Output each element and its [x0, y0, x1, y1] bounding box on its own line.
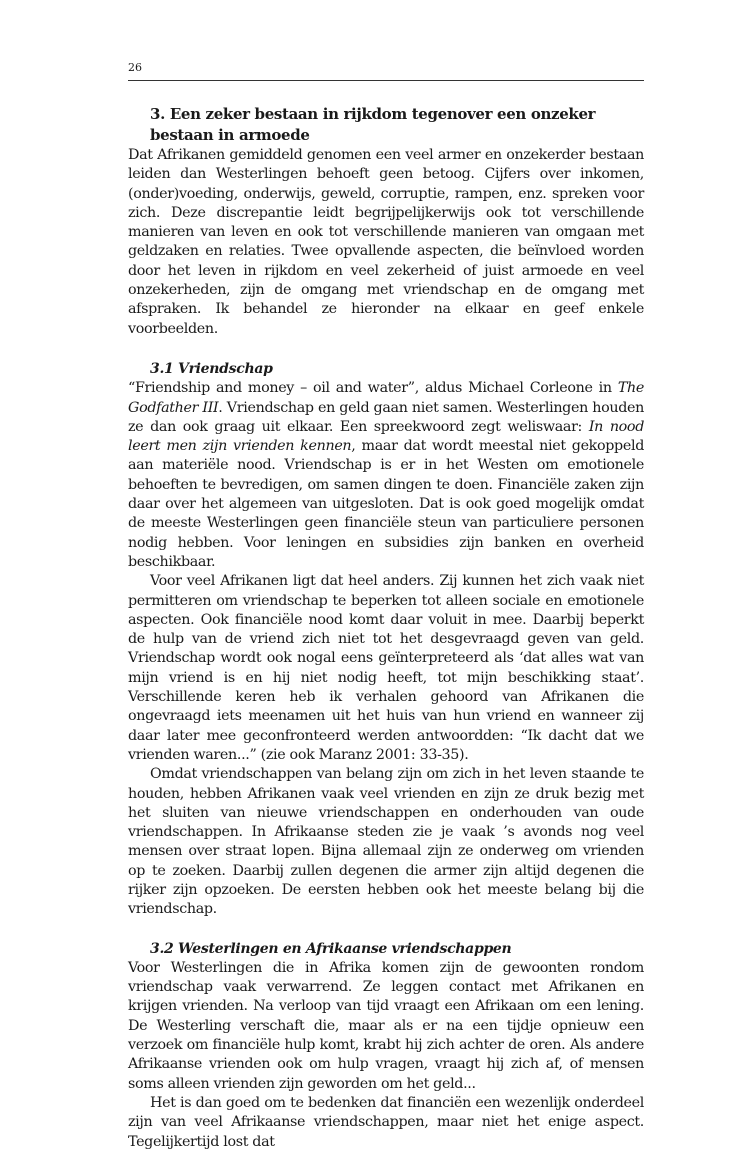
paragraph-text: , maar dat wordt meestal niet gekoppeld aan materiële nood. Vriendschap is er in het Westen om emotionele behoeften te bevredigen, om samen dingen te doen. Financiële zaken zijn daar over het algemeen van uitgesloten. Dat is ook goed mogelijk omdat de meeste Westerlingen geen financiële steun van particuliere personen nodig hebben. Voor leningen en subsidies zijn banken en overheid beschikbaar. [128, 438, 644, 570]
section-3-1-paragraph-2: Voor veel Afrikanen ligt dat heel anders. Zij kunnen het zich vaak niet permitteren om vriendschap te beperken tot alleen sociale en emotionele aspecten. Ook financiële nood komt daar voluit in mee. Daarbij beperkt de hulp van de vriend zich niet tot het desgevraagd geven van geld. Vriendschap wordt ook nogal eens geïnterpreteerd als ‘dat alles wat van mijn vriend is en hij niet nodig heeft, tot mijn beschikking staat’. Verschillende keren heb ik verhalen gehoord van Afrikanen die ongevraagd iets meenamen uit het huis van hun vriend en wanneer zij daar later mee geconfronteerd werden antwoordden: “Ik dacht dat we vrienden waren...” (zie ook Maranz 2001: 33-35). [128, 573, 644, 763]
section-3-1-paragraph-3: Omdat vriendschappen van belang zijn om zich in het leven staande te houden, hebben Afrikanen vaak veel vrienden en zijn ze druk bezig met het sluiten van nieuwe vriendschappen en onderhouden van oude vriendschappen. In Afrikaanse steden zie je vaak ’s avonds nog veel mensen over straat lopen. Bijna allemaal zijn ze onderweg om vrienden op te zoeken. Daarbij zullen degenen die armer zijn altijd degenen die rijker zijn opzoeken. De eersten hebben ook het meeste belang bij die vriendschap. [128, 766, 644, 918]
section-3-2-paragraph-2: Het is dan goed om te bedenken dat financiën een wezenlijk onderdeel zijn van veel Afrikaanse vriendschappen, maar niet het enige aspect. Tegelijkertijd lost dat [128, 1094, 644, 1150]
paragraph-text: . Vriendschap en geld gaan niet samen. Westerlingen houden ze dan ook graag uit elkaar. Een spreekwoord zegt weliswaar: [128, 399, 644, 435]
film-title: The Godfather III [128, 380, 644, 416]
section-3-1-heading: 3.1 Vriendschap [150, 360, 273, 377]
section-3-2-paragraph-1: Voor Westerlingen die in Afrika komen zijn de gewoonten rondom vriendschap vaak verwarrend. Ze leggen contact met Afrikanen en krijgen vrienden. Na verloop van tijd vraagt een Afrikaan om een lening. De Westerling verschaft die, maar als er na een tijdje opnieuw een verzoek om financiële hulp komt, krabt hij zich achter de oren. Als andere Afrikaanse vrienden ook om hulp vragen, vraagt hij zich af, of mensen soms alleen vrienden zijn geworden om het geld... [128, 959, 644, 1092]
section-3-2-heading: 3.2 Westerlingen en Afrikaanse vriendschappen [150, 940, 512, 957]
header-rule [128, 80, 644, 81]
section-3-heading: 3. Een zeker bestaan in rijkdom tegenover een onzeker bestaan in armoede [150, 105, 596, 144]
section-gap [128, 920, 644, 940]
page-number: 26 [128, 61, 142, 74]
section-3-1-paragraph-1 [128, 379, 644, 572]
godfather-quote-text: “Friendship and money – oil and water”, aldus Michael Corleone in [128, 380, 618, 397]
proverb: In nood leert men zijn vrienden kennen [128, 418, 644, 455]
section-gap [128, 339, 644, 360]
page-body [128, 104, 644, 1152]
section-3-paragraph-1: Dat Afrikanen gemiddeld genomen een veel armer en onzekerder bestaan leiden dan Westerlingen behoeft geen betoog. Cijfers over inkomen, (onder)voeding, onderwijs, geweld, corruptie, rampen, enz. spreken voor zich. Deze discrepantie leidt begrijpelijkerwijs ook tot verschillende manieren van leven en ook tot verschillende manieren van omgaan met geldzaken en relaties. Twee opvallende aspecten, die beïnvloed worden door het leven in rijkdom en veel zekerheid of juist armoede en veel onzekerheden, zijn de omgang met vriendschap en de omgang met afspraken. Ik behandel ze hieronder na elkaar en geef enkele voorbeelden. [128, 147, 644, 337]
